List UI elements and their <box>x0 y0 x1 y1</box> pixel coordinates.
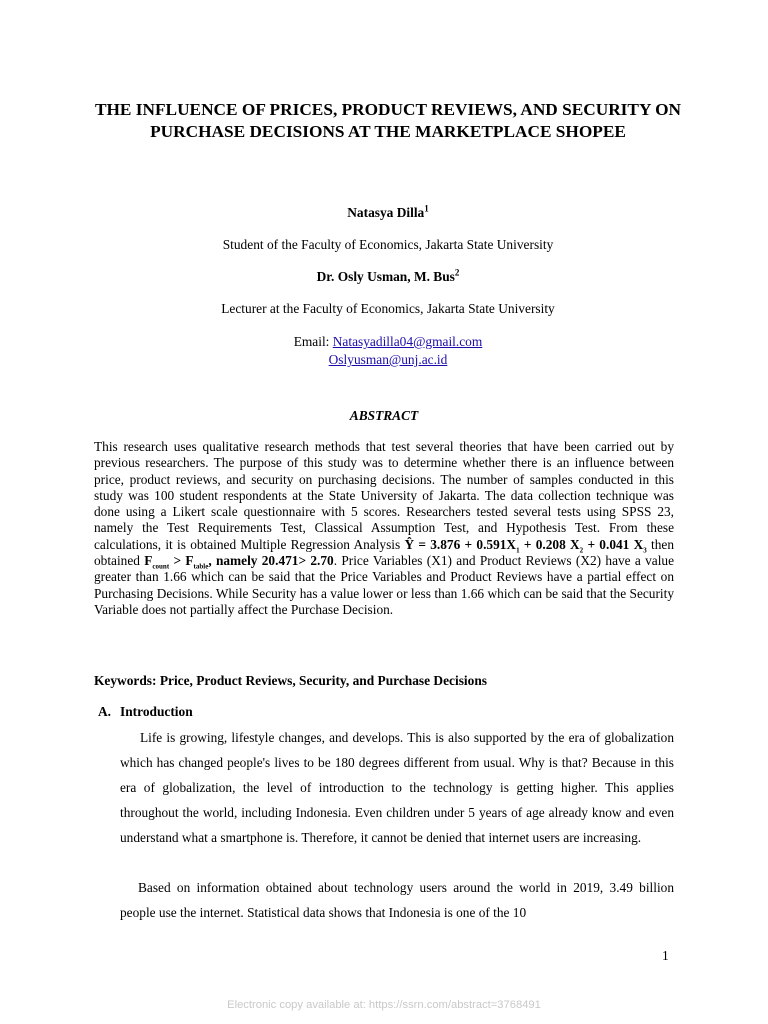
author-1 <box>0 205 768 221</box>
abstract-part-2: then obtained <box>94 536 675 569</box>
equation-sub-3: 3 <box>643 546 647 555</box>
paper-title: THE INFLUENCE OF PRICES, PRODUCT REVIEWS, AND SECURITY ON PURCHASE DECISIONS AT THE MARKETPLACE SHOPEE <box>94 100 682 141</box>
section-title: Introduction <box>120 704 193 719</box>
email-line-1 <box>0 334 768 350</box>
equation-a: Ŷ = 3.876 + 0.591X <box>404 536 517 552</box>
paragraph-2: Based on information obtained about technology users around the world in 2019, 3.49 billion people use the internet. Statistical data shows that Indonesia is one of the 10 <box>120 880 674 921</box>
ssrn-footer: Electronic copy available at: https://ssrn.com/abstract=3768491 <box>227 999 541 1011</box>
f-count: F <box>144 553 153 569</box>
section-heading <box>98 704 193 720</box>
email-line-2 <box>0 352 768 368</box>
f-count-sub: count <box>152 562 170 571</box>
author-1-name: Natasya Dilla <box>347 205 425 220</box>
email-label: Email: <box>293 334 330 349</box>
equation-c: + 0.041 X <box>587 536 644 552</box>
page-number: 1 <box>662 948 669 963</box>
author-1-sup: 1 <box>424 203 429 214</box>
keywords: Keywords: Price, Product Reviews, Security, and Purchase Decisions <box>94 673 487 688</box>
author-1-affiliation: Student of the Faculty of Economics, Jakarta State University <box>222 237 554 252</box>
f-test <box>144 553 334 571</box>
author-2-sup: 2 <box>454 267 460 278</box>
author-2-name: Dr. Osly Usman, M. Bus <box>316 269 455 284</box>
email-link-1[interactable]: Natasyadilla04@gmail.com <box>332 334 483 349</box>
author-2 <box>0 269 768 285</box>
equation-b: + 0.208 X <box>523 536 580 552</box>
equation-sub-2: 2 <box>579 546 584 555</box>
abstract-part-3: . Price Variables (X1) and Product Reviews (X2) have a value greater than 1.66 which can be said that the Price Variables and Product Reviews have a partial effect on Purchasing Decisions. While Security has a value lower or less than 1.66 which can be said that the Security Variable does not partially affect the Purchase Decision. <box>94 553 675 617</box>
regression-equation <box>404 536 647 555</box>
paragraph-1: Life is growing, lifestyle changes, and develops. This is also supported by the era of globalization which has changed people's lives to be 180 degrees different from usual. Why is that? Because in this era of globalization, the level of introduction to the technology is getting higher. This applies throughout the world, including Indonesia. Even children under 5 years of age already know and even understand what a smartphone is. Therefore, it cannot be denied that internet users are increasing. <box>120 730 674 846</box>
f-gt: > F <box>173 553 194 569</box>
abstract-part-1: This research uses qualitative research methods that test several theories that have been carried out by previous researchers. The purpose of this study was to determine whether there is an influence between price, product reviews, and security on purchasing decisions. The number of samples conducted in this study was 100 student respondents at the State University of Jakarta. The data collection technique was done using a Likert scale questionnaire with 5 scores. Researchers tested several tests using SPSS 23, namely the Test Requirements Test, Classical Assumption Test, and Hypothesis Test. From these calculations, it is obtained Multiple Regression Analysis <box>94 439 674 552</box>
f-table-sub: table <box>193 562 209 571</box>
email-link-2[interactable]: Oslyusman@unj.ac.id <box>328 352 448 367</box>
abstract-text <box>94 439 674 618</box>
equation-sub-1: 1 <box>516 546 520 555</box>
author-2-affiliation: Lecturer at the Faculty of Economics, Jakarta State University <box>221 301 555 316</box>
abstract-heading: ABSTRACT <box>349 408 419 423</box>
section-letter: A. <box>98 704 112 719</box>
f-namely: , namely 20.471> 2.70 <box>208 553 334 569</box>
